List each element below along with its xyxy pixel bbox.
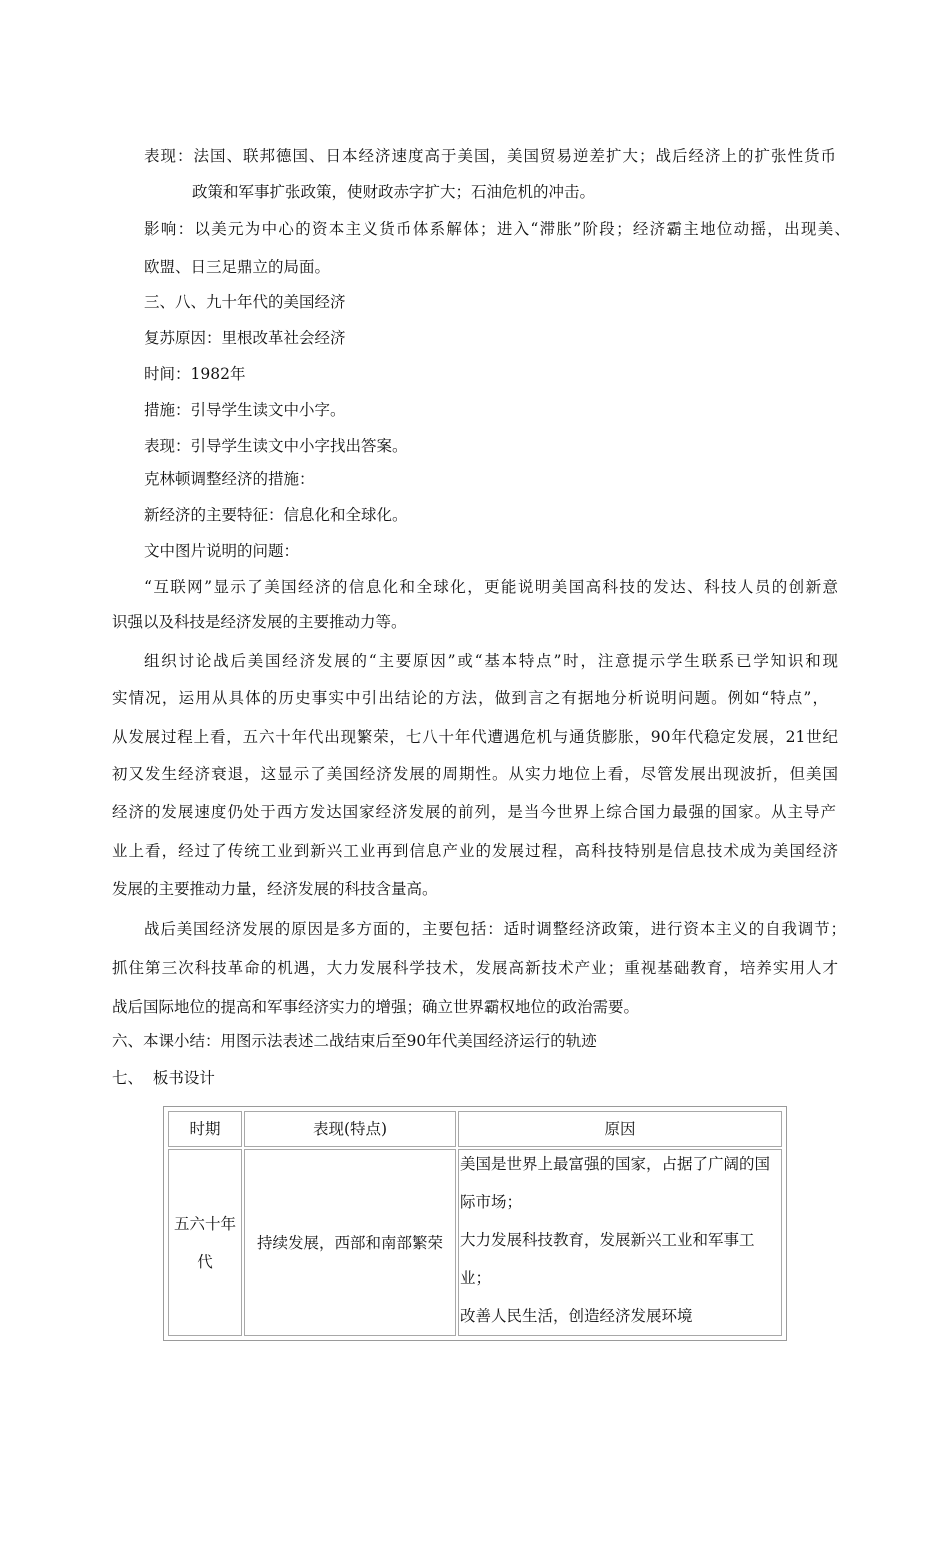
reason-line: 改善人民生活，创造经济发展环境: [460, 1307, 693, 1325]
paragraph-line: 表现：引导学生读文中小字找出答案。: [144, 437, 408, 455]
table-header-row: [168, 1111, 782, 1147]
paragraph-line: “互联网”显示了美国经济的信息化和全球化，更能说明美国高科技的发达、科技人员的创新意: [144, 578, 838, 596]
reason-line: 业；: [460, 1269, 492, 1287]
cell-feature: 持续发展，西部和南部繁荣: [244, 1149, 456, 1336]
section-heading: 三、八、九十年代的美国经济: [144, 293, 346, 311]
section-heading: 六、本课小结：用图示法表述二战结束后至90年代美国经济运行的轨迹: [112, 1032, 597, 1050]
reason-line: 美国是世界上最富强的国家，占据了广阔的国: [460, 1155, 771, 1173]
cell-reasons: [458, 1149, 782, 1336]
paragraph-line: 从发展过程上看，五六十年代出现繁荣，七八十年代遭遇危机与通货膨胀，90年代稳定发展，21世纪: [112, 728, 838, 746]
paragraph-line: 复苏原因：里根改革社会经济: [144, 329, 346, 347]
paragraph-line: 时间：1982年: [144, 365, 246, 383]
header-feature: 表现(特点): [244, 1111, 456, 1147]
paragraph-line: 实情况，运用从具体的历史事实中引出结论的方法，做到言之有据地分析说明问题。例如“特点”，: [112, 689, 828, 707]
cell-period: [168, 1149, 242, 1336]
paragraph-line: 识强以及科技是经济发展的主要推动力等。: [112, 613, 407, 631]
paragraph-line: 文中图片说明的问题：: [144, 542, 300, 560]
paragraph-line: 初又发生经济衰退，这显示了美国经济发展的周期性。从实力地位上看，尽管发展出现波折，但美国: [112, 765, 838, 783]
table: [166, 1109, 784, 1338]
paragraph-line: 战后国际地位的提高和军事经济实力的增强；确立世界霸权地位的政治需要。: [112, 998, 640, 1016]
reason-line: 际市场；: [460, 1193, 523, 1211]
table-row: [168, 1149, 782, 1336]
paragraph-line: 克林顿调整经济的措施：: [144, 470, 315, 488]
reason-line: 大力发展科技教育，发展新兴工业和军事工: [460, 1231, 755, 1249]
paragraph-line: 新经济的主要特征：信息化和全球化。: [144, 506, 408, 524]
period-line: 五六十年: [173, 1214, 236, 1233]
blackboard-design-table: [163, 1106, 787, 1341]
paragraph-line: 表现：法国、联邦德国、日本经济速度高于美国，美国贸易逆差扩大；战后经济上的扩张性货币: [144, 147, 836, 165]
paragraph-line: 组织讨论战后美国经济发展的“主要原因”或“基本特点”时，注意提示学生联系已学知识和现: [144, 652, 838, 670]
paragraph-line: 影响：以美元为中心的资本主义货币体系解体；进入“滞胀”阶段；经济霸主地位动摇，出现美、: [144, 220, 850, 238]
header-period: 时期: [168, 1111, 242, 1147]
paragraph-line: 欧盟、日三足鼎立的局面。: [144, 258, 331, 276]
paragraph-line: 政策和军事扩张政策，使财政赤字扩大；石油危机的冲击。: [192, 183, 596, 201]
paragraph-line: 业上看，经过了传统工业到新兴工业再到信息产业的发展过程，高科技特别是信息技术成为美国经济: [112, 842, 838, 860]
paragraph-line: 发展的主要推动力量，经济发展的科技含量高。: [112, 880, 438, 898]
paragraph-line: 战后美国经济发展的原因是多方面的，主要包括：适时调整经济政策，进行资本主义的自我调节；: [144, 920, 846, 938]
period-line: 代: [197, 1252, 213, 1271]
paragraph-line: 措施：引导学生读文中小字。: [144, 401, 346, 419]
header-reason: 原因: [458, 1111, 782, 1147]
section-heading: 七、 板书设计: [112, 1069, 215, 1087]
paragraph-line: 经济的发展速度仍处于西方发达国家经济发展的前列，是当今世界上综合国力最强的国家。从主导产: [112, 803, 836, 821]
paragraph-line: 抓住第三次科技革命的机遇，大力发展科学技术，发展高新技术产业；重视基础教育，培养实用人才: [112, 959, 838, 977]
